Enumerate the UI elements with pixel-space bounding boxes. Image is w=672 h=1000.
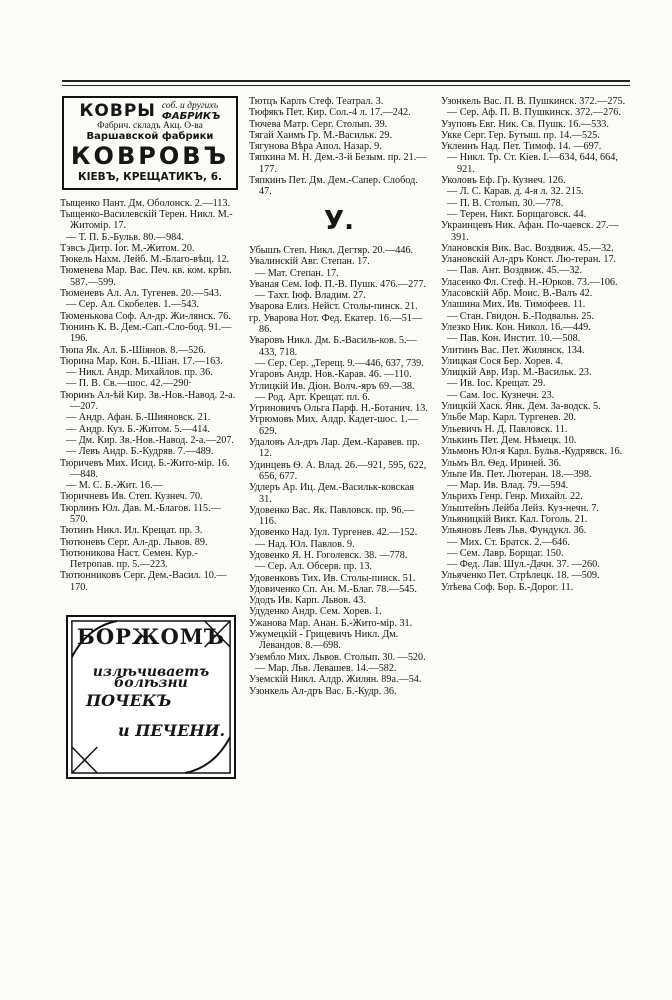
ad-borjom-line3: ПОЧЕКЪ: [86, 691, 172, 711]
directory-entry: — Т. П. Б.-Бульв. 80.—984.: [66, 231, 184, 243]
directory-entry: Увалинскій Авг. Степан. 17.: [249, 256, 370, 268]
ad-borjom-line2: излѣчиваетъ болѣзни: [92, 664, 210, 692]
directory-entry: Углицкій Ив. Діон. Волч.-яръ 69.—38.: [249, 380, 415, 392]
directory-entry: Улицкій Хаск. Янк. Дем. За-водск. 5.: [441, 401, 601, 413]
directory-entry: — Пав. Ант. Воздвиж. 45.—32.: [447, 265, 583, 277]
directory-entry: Уваровъ Никл. Дм. Б.-Василь-ков. 5.—433, 718.: [249, 335, 417, 358]
directory-entry: Убышъ Степ. Никл. Дегтяр. 20.—446.: [249, 244, 414, 256]
directory-entry: Угриновичъ Ольга Парф. Н.-Ботанич. 13.: [249, 403, 428, 415]
directory-entry: — Дм. Кир. Зв.-Нов.-Навод. 2-а.—207.: [66, 434, 234, 446]
directory-entry: Тюменькова Соф. Ал-др. Жи-лянск. 76.: [60, 310, 231, 322]
ad-carpets-line3: Варшавской фабрики: [86, 130, 214, 142]
directory-entry: Удинцевъ Ѳ. А. Влад. 26.—921, 595, 622, 656, 677.: [249, 459, 427, 482]
directory-entry: Тюменева Мар. Вас. Печ. кв. ком. крѣп. 587.—599.: [60, 265, 232, 288]
directory-entry: Уколовъ Еф. Гр. Кузнеч. 126.: [441, 175, 566, 187]
directory-entry: Узонкель Вас. П. В. Пушкинск. 372.—275.: [441, 96, 626, 107]
directory-entry: — П. В. Св.—шос. 42.—290·: [66, 378, 192, 390]
directory-entry: Тюфякъ Пет. Кир. Сол.-4 л. 17.—242.: [249, 107, 411, 119]
directory-entry: Тяпкинъ Пет. Дм. Дем.-Сапер. Слобод. 47.: [249, 175, 418, 198]
directory-entry: Улезко Ник. Кон. Никол. 16.—449.: [441, 321, 591, 333]
directory-entry: Тюнинъ К. В. Дем.-Сап.-Сло-бод. 91.—196.: [60, 321, 232, 345]
directory-entry: — Сер. Аф. П. В. Пушкинск. 372.—276.: [447, 107, 621, 119]
column-2: [249, 96, 429, 697]
section-letter: У.: [324, 205, 354, 236]
directory-entry: Уваная Сем. Іоф. П.-В. Пушк. 476.—277.: [249, 278, 426, 290]
directory-entry: Удовенко Я. Н. Гоголевск. 38. —778.: [249, 549, 408, 561]
directory-entry: Улѣева Соф. Бор. Б.-Дорог. 11.: [441, 581, 574, 593]
ad-carpets-big: КОВРОВЪ: [70, 142, 230, 171]
directory-entry: Украинцевъ Ник. Афан. По-чаевск. 27.—391.: [441, 220, 619, 243]
directory-entry: Тютюневъ Серг. Ал-др. Львов. 89.: [60, 536, 208, 548]
directory-entry: — Андр. Афан. Б.-Шияновск. 21.: [66, 412, 211, 424]
ad-carpets-word: КОВРЫ: [79, 101, 156, 122]
directory-entry: — Мар. Льв. Левашев. 14.—582.: [255, 662, 397, 674]
directory-entry: Тютюникова Наст. Семен. Кур.-Петропав. пр. 5.—223.: [60, 547, 198, 571]
directory-entry: Ульрихъ Генр. Генр. Михайл. 22.: [441, 491, 583, 503]
directory-entry: Тэвсъ Дитр. Іог. М.-Житом. 20.: [60, 242, 195, 254]
column-3: [441, 96, 626, 593]
directory-entry: — Сем. Лавр. Борщаг. 150.: [447, 547, 564, 559]
directory-entry: Ужумецкій - Грицевичъ Никл. Дм. Левандов. 8.—698.: [249, 629, 399, 652]
directory-entry: Угаровъ Андр. Нов.-Карав. 46. —110.: [249, 369, 412, 381]
directory-entry: Тюричневъ Ив. Степ. Кузнеч. 70.: [60, 491, 203, 503]
directory-entry: гр. Уварова Нот. Фед. Екатер. 16.—51—86.: [249, 312, 423, 336]
directory-entry: Улицкій Авр. Изр. М.-Васильк. 23.: [441, 367, 592, 379]
directory-entry: — Андр. Куз. Б.-Житом. 5.—414.: [66, 423, 210, 435]
ad-borjom-line4: и ПЕЧЕНИ.: [118, 721, 226, 741]
top-rule-thin: [62, 85, 630, 86]
ad-carpets-side2: ФАБРИКЪ: [161, 110, 221, 122]
directory-entry: — М. С. Б.-Жит. 16.—: [66, 480, 163, 492]
directory-entry: Тягай Хаимъ Гр. М.-Васильк. 29.: [249, 129, 393, 141]
directory-entry: — Стан. Гвидон. Б.-Подвальн. 25.: [447, 310, 595, 322]
directory-entry: — Терен. Никт. Борщаговск. 44.: [447, 208, 587, 220]
directory-entry: — Л. С. Карав. д. 4-я л. 32. 215.: [447, 186, 584, 198]
directory-entry: Тяпкина М. Н. Дем.-3-й Безым. пр. 21.—177.: [249, 152, 427, 175]
directory-entry: — Никл. Андр. Михайлов. пр. 36.: [66, 367, 213, 379]
directory-entry: Уземблo Мих. Львов. Столып. 30. —520.: [249, 651, 426, 663]
directory-entry: Ужанова Мар. Анан. Б.-Жито-мір. 31.: [249, 617, 413, 629]
directory-entry: Улицкая Сося Бер. Хорев. 4.: [441, 355, 564, 367]
directory-entry: — Ив. Іос. Крещат. 29.: [447, 378, 546, 390]
directory-entry: Ульевичъ Н. Д. Павловск. 11.: [441, 423, 568, 435]
directory-entry: — Сер. Ал. Скобелев. 1.—543.: [66, 299, 199, 311]
directory-entry: Тягунова Вѣра Апол. Назар. 9.: [249, 141, 382, 153]
directory-entry: Удовенко Над. Іул. Тургенев. 42.—152.: [249, 527, 418, 539]
borjom-advertisement: [66, 615, 236, 779]
directory-entry: — Левъ Андр. Б.-Кудряв. 7.—489.: [66, 446, 214, 458]
directory-entry: Ульпе Ив. Пет. Лютеран. 18.—398.: [441, 468, 592, 480]
directory-entry: — Мих. Ст. Братск. 2.—646.: [447, 536, 570, 548]
directory-entry: Уласенко Фл. Стеф. Н.-Юрков. 73.—106.: [441, 276, 618, 288]
directory-entry: — Над. Юл. Павлов. 9.: [255, 538, 355, 550]
directory-entry: Ульбе Мар. Карл. Тургенев. 20.: [441, 412, 577, 424]
directory-entry: — Сер. Ал. Обсерв. пр. 13.: [255, 561, 372, 573]
ad-carpets-address: КІЕВЪ, КРЕЩАТИКЪ, 6.: [77, 170, 222, 183]
directory-entry: Тюпа Як. Ал. Б.-Шіянов. 8.—526.: [60, 344, 206, 356]
directory-entry: Ульштейнъ Лейба Лейз. Куз-нечн. 7.: [441, 502, 599, 514]
directory-entry: Тюкель Нахм. Лейб. М.-Благо-вѣщ. 12.: [60, 254, 230, 266]
directory-entry: — Тахт. Іюф. Владим. 27.: [255, 290, 366, 302]
directory-entry: — Мар. Ив. Влад. 79.—594.: [447, 480, 569, 492]
directory-entry: Улановскій Ал-дръ Конст. Лю-теран. 17.: [441, 254, 617, 266]
directory-entry: Удлеръ Ар. Иц. Дем.-Васильк-ковская 31.: [249, 482, 415, 505]
directory-entry: Удовиченко Сп. Ан. М.-Благ. 78.—545.: [249, 583, 417, 595]
ad-carpets-line2: Фабрич. складъ Акц. О-ва: [97, 121, 203, 131]
directory-entry: Узонкель Ал-дръ Вас. Б.-Кудр. 36.: [249, 685, 397, 697]
directory-entry: Тюрина Мар. Кон. Б.-Шіан. 17.—163.: [60, 355, 223, 367]
directory-entry: — Фед. Лав. Шул.-Дачн. 37. —260.: [447, 559, 600, 571]
directory-entry: — Род. Арт. Крещат. пл. 6.: [255, 391, 370, 403]
directory-entry: — Пав. Кон. Инстит. 10.—508.: [447, 333, 581, 345]
directory-entry: Тютинъ Никл. Ил. Крещат. пр. 3.: [60, 525, 203, 537]
directory-entry: — П. В. Столып. 30.—778.: [447, 197, 564, 209]
carpets-advertisement: [62, 96, 238, 190]
directory-entry: Ульяновъ Левъ Льв. Фундукл. 36.: [441, 525, 587, 537]
col3-entries: [441, 96, 626, 593]
directory-entry: Тюменевъ Ал. Ал. Тугенев. 20.—543.: [60, 288, 222, 300]
directory-entry: Ульмонъ Юл-я Карл. Бульв.-Кудрявск. 16.: [441, 446, 623, 458]
directory-entry: Тюрлинъ Юл. Дав. М.-Благов. 115.—570.: [60, 502, 221, 525]
directory-entry: Тыщенко-Василевскій Терен. Никл. М.-Житомір. 17.: [60, 208, 233, 232]
directory-entry: Ульяницкій Викт. Кал. Гоголь. 21.: [441, 513, 588, 525]
ad-borjom-title: БОРЖОМЪ: [76, 624, 226, 650]
directory-entry: Удуденко Андр. Сем. Хорев. 1.: [249, 606, 382, 618]
directory-entry: Угрюмовъ Мих. Алдр. Кадет-шос. 1.—629.: [249, 414, 418, 437]
directory-entry: Улашина Мих. Ив. Тимофеев. 11.: [441, 299, 586, 311]
directory-entry: — Сам. Іос. Кузнечн. 23.: [447, 389, 555, 401]
col1-entries: [60, 198, 238, 593]
directory-entry: Тючева Матр. Серг. Столып. 39.: [249, 118, 388, 130]
directory-entry: — Мат. Степан. 17.: [255, 267, 339, 279]
directory-entry: Тютцъ Карлъ Стеф. Театрал. 3.: [249, 96, 384, 107]
col2-bottom-entries: [249, 245, 429, 697]
directory-entry: — Сер. Сер. „Терещ. 9.—446, 637, 739.: [255, 357, 424, 369]
directory-entry: Улькинъ Пет. Дем. Нѣмецк. 10.: [441, 434, 577, 446]
directory-entry: Тыщенко Пант. Дм. Оболонск. 2.—113.: [60, 197, 231, 209]
top-rule: [62, 80, 630, 82]
directory-entry: Уварова Елиз. Нейст. Столы-пинск. 21.: [249, 301, 418, 313]
ad-carpets-side1: соб. и другихъ: [161, 101, 219, 111]
directory-entry: Уземскій Никл. Алдр. Жилян. 89а.—54.: [249, 674, 422, 686]
directory-entry: Укке Серг. Гер. Бутыш. пр. 14.—525.: [441, 129, 600, 141]
directory-entry: Тюричевъ Мих. Исид. Б.-Жито-мір. 16.—848.: [60, 457, 230, 480]
directory-entry: Узуповъ Евг. Ник. Св. Пушк. 16.—533.: [441, 118, 609, 130]
directory-entry: — Никл. Тр. Ст. Кіев. I.—634, 644, 664, 921.: [447, 152, 618, 175]
directory-entry: Улановскія Вик. Вас. Воздвиж. 45.—32.: [441, 242, 614, 254]
directory-entry: Тюринъ Ал-ѣй Кир. Зв.-Нов.-Навод. 2-а.—207.: [60, 389, 236, 413]
directory-entry: Удовенковъ Тих. Ив. Столы-пинск. 51.: [249, 572, 416, 584]
directory-entry: Ульмъ Вл. Ѳед. Ириней. 36.: [441, 457, 562, 469]
directory-entry: Уклеинъ Над. Пет. Тимоф. 14. —697.: [441, 141, 602, 153]
directory-entry: Ульяченко Пет. Стрѣлецк. 18. —509.: [441, 570, 600, 582]
directory-entry: Уласовскій Абр. Моис. В.-Валъ 42.: [441, 288, 593, 300]
directory-entry: Удодъ Ив. Карп. Львов. 43.: [249, 595, 366, 607]
directory-entry: Тютюнниковъ Серг. Дем.-Васил. 10.—170.: [60, 570, 227, 593]
directory-entry: Удаловъ Ал-дръ Лар. Дем.-Каравев. пр. 12.: [249, 437, 420, 460]
col2-top-entries: [249, 96, 429, 198]
directory-entry: Удовенко Вас. Як. Павловск. пр. 96.—116.: [249, 504, 415, 528]
directory-entry: Улитинъ Вас. Пет. Жилянск. 134.: [441, 344, 585, 356]
column-1: [60, 96, 238, 779]
